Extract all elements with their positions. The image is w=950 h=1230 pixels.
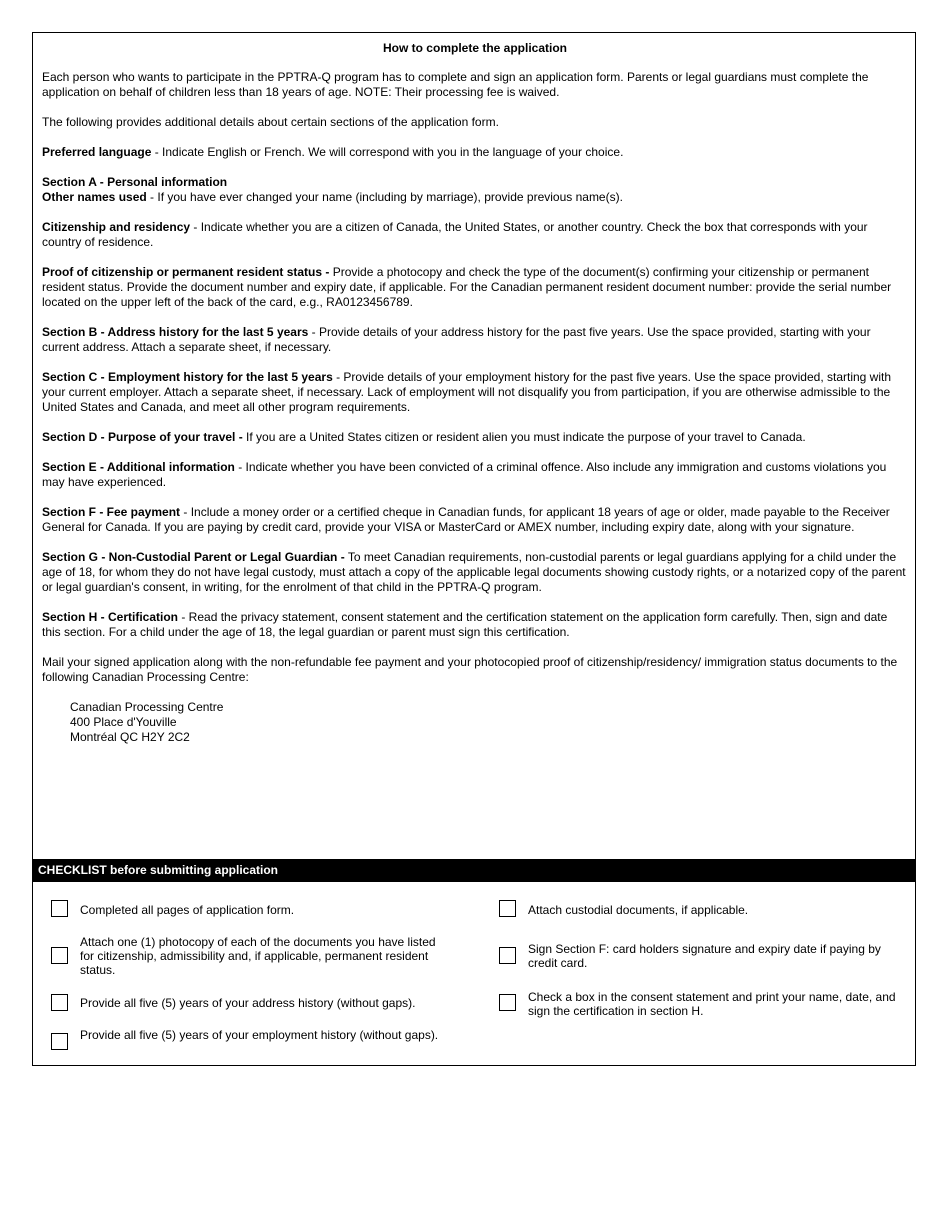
section-g-heading: Section G - Non-Custodial Parent or Legal Guardian - [42, 550, 345, 564]
checkbox-completed-pages[interactable] [51, 900, 68, 917]
details-intro: The following provides additional details about certain sections of the application form. [42, 115, 499, 129]
section-f-heading: Section F - Fee payment [42, 505, 181, 519]
checklist-item-consent-statement: Check a box in the consent statement and print your name, date, and sign the certification in section H. [528, 990, 896, 1018]
section-c-heading: - Employment history for the last 5 years [97, 370, 333, 384]
instructions-body [42, 70, 908, 745]
other-names-text: - If you have ever changed your name (including by marriage), provide previous name(s). [146, 190, 623, 204]
address-line-1: Canadian Processing Centre [70, 700, 224, 714]
section-f-text: - Include a money order or a certified cheque in Canadian funds, for applicant 18 years of age or older, made payable to the Receiver General for Canada. If you are paying by credit card, provide your VISA or MasterCard or AMEX number, including expiry date, along with your signature. [42, 505, 890, 534]
section-d-paragraph [42, 430, 908, 445]
checklist-item-employment-history: Provide all five (5) years of your employment history (without gaps). [80, 1028, 439, 1042]
proof-text: Provide a photocopy and check the type of the document(s) confirming your citizenship or permanent resident status. Provide the document number and expiry date, if applicable. For the Canadian permanent resident document number: provide the serial number located on the upper left of the back of the card, e.g., RA0123456789. [42, 265, 892, 309]
checklist-item-custodial-documents: Attach custodial documents, if applicable. [528, 903, 749, 917]
section-a-heading: Section A [42, 175, 97, 189]
section-e-paragraph [42, 460, 908, 490]
checkbox-consent-statement[interactable] [499, 994, 516, 1011]
section-b-text: - Provide details of your address history for the past five years. Use the space provided, starting with your current address. Attach a separate sheet, if necessary. [42, 325, 871, 354]
section-g-paragraph [42, 550, 908, 595]
proof-paragraph [42, 265, 908, 310]
intro-paragraph: Each person who wants to participate in the PPTRA-Q program has to complete and sign an application form. Parents or legal guardians must complete the application on behalf of children less than 18 years of age. NOTE: Their processing fee is waived. [42, 70, 869, 99]
checkbox-address-history[interactable] [51, 994, 68, 1011]
address-line-2: 400 Place d'Youville [70, 715, 177, 729]
section-d-heading: Section D - Purpose of your travel - [42, 430, 243, 444]
section-h-paragraph [42, 610, 908, 640]
section-g-text: To meet Canadian requirements, non-custodial parents or legal guardians applying for a child under the age of 18, for whom they do not have legal custody, must attach a copy of the applicable legal documents showing custody rights, or a notarized copy of the parent or legal guardian's consent, in writing, for the enrolment of that child in the PPTRA-Q program. [42, 550, 906, 594]
preferred-language-heading: Preferred language [42, 145, 152, 159]
citizenship-text: - Indicate whether you are a citizen of Canada, the United States, or another country. Check the box that corresponds with your country of residence. [42, 220, 868, 249]
section-a-paragraph [42, 175, 908, 205]
citizenship-heading: Citizenship and residency [42, 220, 191, 234]
checklist-item-attach-photocopy: Attach one (1) photocopy of each of the documents you have listed for citizenship, admissibility and, if applicable, permanent resident status. [80, 935, 436, 977]
preferred-language-text: - Indicate English or French. We will correspond with you in the language of your choice. [151, 145, 624, 159]
proof-heading: Proof of citizenship or permanent resident status - [42, 265, 330, 279]
checklist-item-sign-section-f: Sign Section F: card holders signature and expiry date if paying by credit card. [528, 942, 881, 970]
preferred-language-paragraph [42, 145, 908, 160]
checklist-item-completed-pages: Completed all pages of application form. [80, 903, 295, 917]
section-h-text: - Read the privacy statement, consent statement and the certification statement on the application form carefully. Then, sign and date this section. For a child under the age of 18, the legal guardian or parent must sign this certification. [42, 610, 888, 639]
section-b-paragraph [42, 325, 908, 355]
section-e-text: - Indicate whether you have been convicted of a criminal offence. Also include any immigration and customs violations you may have experienced. [42, 460, 887, 489]
instructions-frame [32, 32, 916, 1066]
section-c-paragraph [42, 370, 908, 415]
section-b-heading: Section B - Address history for the last 5 years [42, 325, 309, 339]
section-c-text: - Provide details of your employment history for the past five years. Use the space provided, starting with your current employer. Attach a separate sheet, if necessary. Lack of employment will not disqualify you from participation, if you are otherwise admissible to the United States and Canada, and meet all other program requirements. [42, 370, 892, 414]
checkbox-employment-history[interactable] [51, 1033, 68, 1050]
section-a-heading-rest: - Personal information [96, 175, 228, 189]
processing-centre-address [70, 700, 908, 745]
checkbox-custodial-documents[interactable] [499, 900, 516, 917]
section-h-heading: Section H - Certification [42, 610, 179, 624]
checkbox-attach-photocopy[interactable] [51, 947, 68, 964]
section-f-paragraph [42, 505, 908, 535]
checklist-header: CHECKLIST before submitting application [33, 859, 915, 882]
section-e-heading: Section E - Additional information [42, 460, 235, 474]
page-title: How to complete the application [382, 41, 567, 55]
mail-instructions: Mail your signed application along with the non-refundable fee payment and your photocopied proof of citizenship/residency/ immigration status documents to the following Canadian Processing Centre: [42, 655, 898, 684]
citizenship-paragraph [42, 220, 908, 250]
checkbox-sign-section-f[interactable] [499, 947, 516, 964]
section-c-heading-pre: Section C [42, 370, 98, 384]
address-line-3: Montréal QC H2Y 2C2 [70, 730, 190, 744]
checklist-item-address-history: Provide all five (5) years of your address history (without gaps). [80, 996, 416, 1010]
other-names-heading: Other names used [42, 190, 147, 204]
section-d-text: If you are a United States citizen or resident alien you must indicate the purpose of your travel to Canada. [242, 430, 806, 444]
